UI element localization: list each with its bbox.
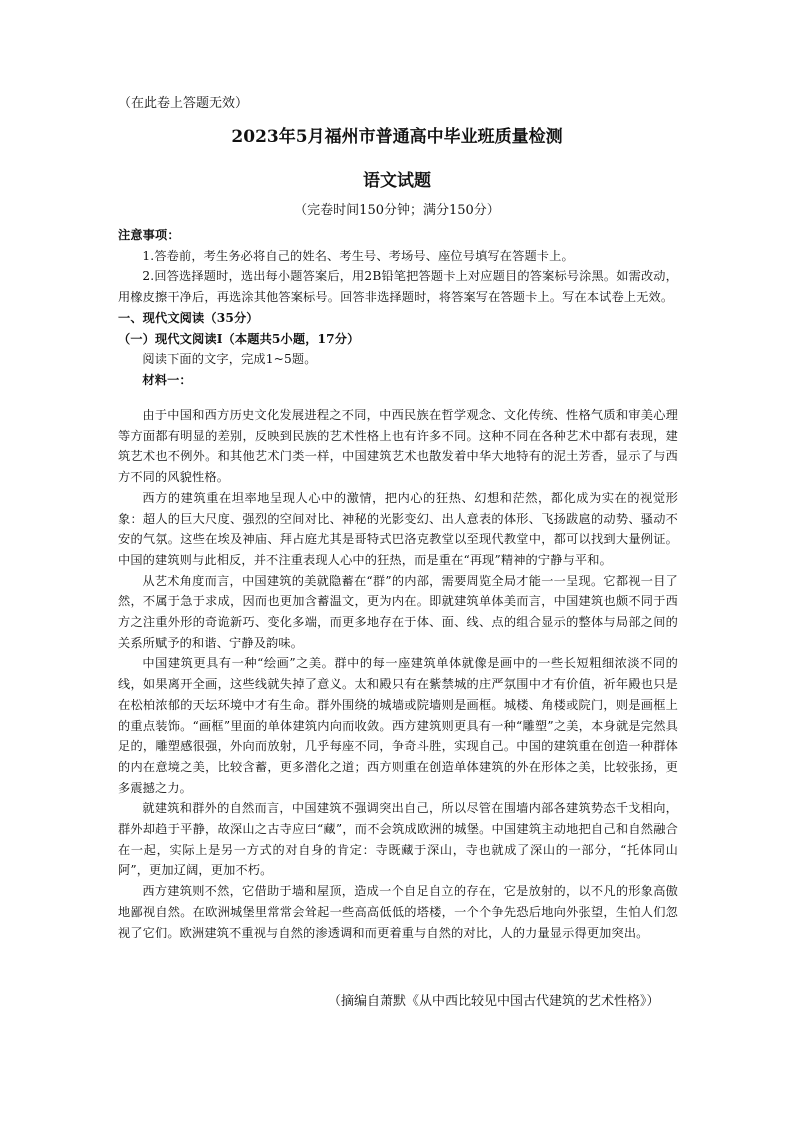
material-paragraph: 由于中国和西方历史文化发展进程之不同，中西民族在哲学观念、文化传统、性格气质和审美心理等方面都有明显的差别，反映到民族的艺术性格上也有许多不同。这种不同在各种艺术中都有表现，建筑艺术也不例外。和其他艺术门类一样，中国建筑艺术也散发着中华大地特有的泥土芳香，显示了与西方不同的风貌性格。 — [118, 408, 678, 485]
material-paragraph: 从艺术角度而言，中国建筑的美就隐蓄在“群”的内部，需要周览全局才能一一呈现。它都视一目了然，不属于急于求成，因而也更加含蓄温文，更为内在。即就建筑单体美而言，中国建筑也颇不同于西方之注重外形的奇诡新巧、变化多端，而更多地存在于体、面、线、点的组合显示的整体与局部之间的关系所赋予的和谐、宁静及韵味。 — [118, 573, 678, 650]
subsection-title: （一）现代文阅读Ⅰ（本题共5小题，17分） — [118, 331, 360, 346]
reading-prompt: 阅读下面的文字，完成1~5题。 — [142, 352, 317, 367]
material-paragraph: 就建筑和群外的自然而言，中国建筑不强调突出自己，所以尽管在围墙内部各建筑势态千戈相向，群外却趋于平静，故深山之古寺应曰“藏”，而不会筑成欧洲的城堡。中国建筑主动地把自己和自然融合在一起，实际上是另一方式的对自身的肯定：寺既藏于深山，寺也就成了深山的一部分，“托体同山阿”，更加辽阔，更加不朽。 — [118, 801, 678, 878]
section-title: 一、现代文阅读（35分） — [118, 310, 259, 325]
time-score-info: （完卷时间150分钟；满分150分） — [294, 203, 500, 218]
material-label: 材料一： — [142, 372, 192, 387]
instruction-item-1: 1.答卷前，考生务必将自己的姓名、考生号、考场号、座位号填写在答题卡上。 — [142, 248, 574, 263]
exam-title: 2023年5月福州市普通高中毕业班质量检测 — [231, 127, 563, 147]
subject-title: 语文试题 — [363, 171, 431, 191]
instructions-block — [118, 225, 678, 391]
instructions-heading: 注意事项： — [118, 228, 180, 242]
material-paragraph: 西方建筑则不然，它借助于墙和屋顶，造成一个自足自立的存在，它是放射的，以不凡的形象高傲地鄙视自然。在欧洲城堡里常常会耸起一些高高低低的塔楼，一个个争先恐后地向外张望，生怕人们忽视了它们。欧洲建筑不重视与自然的渗透调和而更着重与自然的对比，人的力量显示得更加突出。 — [118, 884, 678, 940]
invalid-answer-notice: （在此卷上答题无效） — [118, 96, 249, 111]
material-paragraph: 中国建筑更具有一种“绘画”之美。群中的每一座建筑单体就像是画中的一些长短粗细浓淡不同的线，如果离开全画，这些线就失掉了意义。太和殿只有在紫禁城的庄严氛围中才有价值，祈年殿也只是在松柏浓郁的天坛环境中才有生命。群外围绕的城墙或院墙则是画框。城楼、角楼或院门，则是画框上的重点装饰。“画框”里面的单体建筑内向而收敛。西方建筑则更具有一种“雕塑”之美，本身就是完然具足的，雕塑感很强，外向而放射，几乎每座不同，争奇斗胜，实现自己。中国的建筑重在创造一种群体的内在意境之美，比较含蓄，更多潜化之道；西方则重在创造单体建筑的外在形体之美，比较张扬，更多震撼之力。 — [118, 656, 678, 795]
instruction-item-2: 2.回答选择题时，选出每小题答案后，用2B铅笔把答题卡上对应题目的答案标号涂黑。如需改动，用橡皮擦干净后，再选涂其他答案标号。回答非选择题时，将答案写在答题卡上。写在本试卷上无效。 — [118, 269, 678, 305]
material-source: （摘编自萧默《从中西比较见中国古代建筑的艺术性格》） — [328, 994, 660, 1009]
material-text — [118, 405, 678, 943]
material-paragraph: 西方的建筑重在坦率地呈现人心中的激情，把内心的狂热、幻想和茫然，都化成为实在的视觉形象：超人的巨大尺度、强烈的空间对比、神秘的光影变幻、出人意表的体形、飞扬跋扈的动势、骚动不安的气氛。这些在埃及神庙、拜占庭尤其是哥特式巴洛克教堂以至现代教堂中，都可以找到大量例证。中国的建筑则与此相反，并不注重表现人心中的狂热，而是重在“再现”精神的宁静与平和。 — [118, 490, 678, 567]
